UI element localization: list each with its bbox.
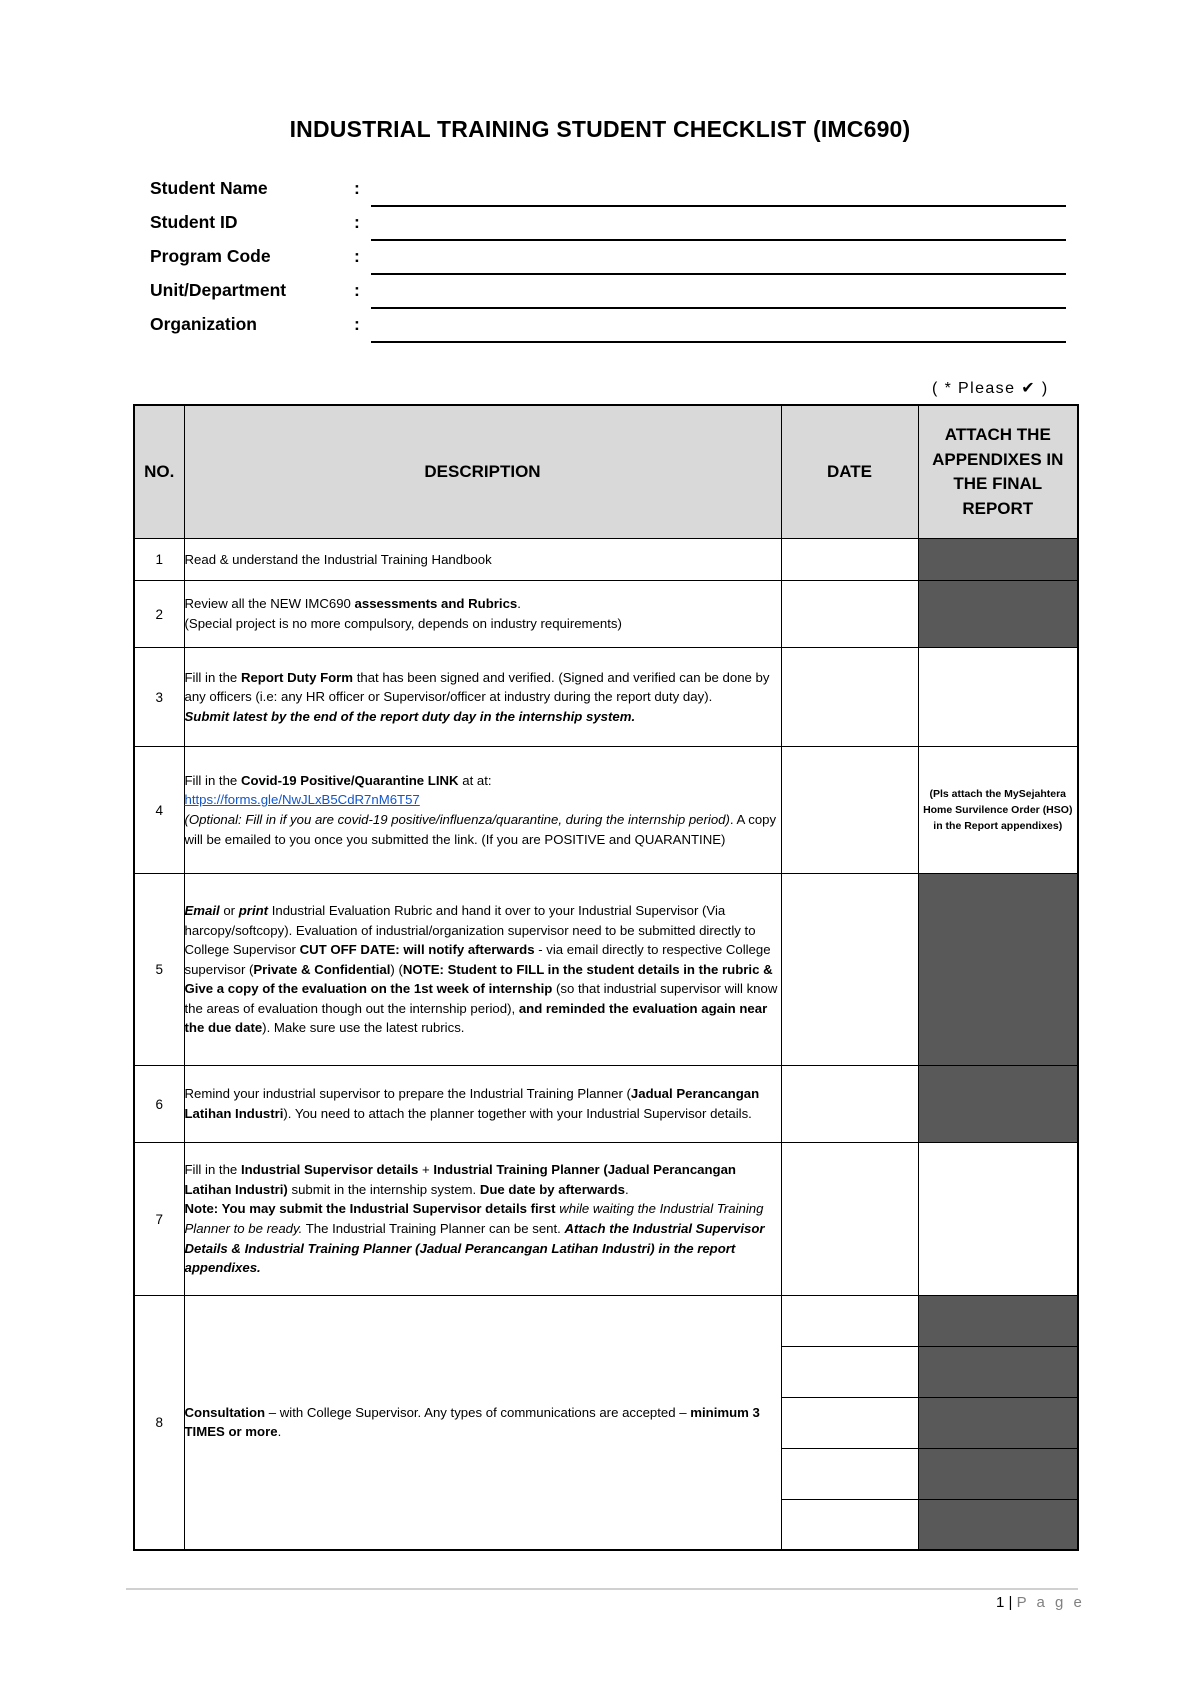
text-run-bold: assessments and Rubrics (354, 596, 518, 612)
student-id-row (150, 212, 1070, 242)
table-row (134, 1143, 1078, 1296)
attach-note-text: (Pls attach the MySejahtera Home Survilence Order (HSO) in the Report appendixes) (923, 788, 1073, 832)
program-code-label: Program Code (150, 246, 271, 266)
text-run: Industrial Evaluation Rubric and hand it over to your Industrial Supervisor (Via harcopy/softcopy). Evaluation of industrial/organization supervisor need to be submitted directly to College Supervisor (184, 902, 756, 958)
text-run-bold: Due date by afterwards (479, 1181, 625, 1197)
table-row (134, 1066, 1078, 1143)
text-run: The Industrial Training Planner can be sent. (302, 1221, 565, 1236)
text-run-italic: (Optional: Fill in if you are covid-19 positive/influenza/quarantine, during the internship period) (184, 812, 730, 827)
text-run-bold: Note: You may submit the Industrial Supervisor details first (184, 1201, 556, 1217)
date-cell[interactable] (781, 1143, 918, 1296)
text-run-bold: CUT OFF DATE: will notify afterwards (299, 942, 535, 958)
text-run-bold-italic: print (238, 902, 269, 918)
date-cell[interactable] (781, 648, 918, 747)
row-description (184, 648, 781, 747)
date-cell[interactable] (781, 539, 918, 581)
text-run-bold: Industrial Supervisor details (240, 1162, 419, 1178)
consultation-date-cell[interactable] (781, 1398, 918, 1449)
table-row (134, 581, 1078, 648)
student-id-field[interactable] (371, 239, 1066, 241)
date-cell[interactable] (781, 581, 918, 648)
attach-checkbox-cell[interactable] (918, 1143, 1078, 1296)
unit-department-row (150, 280, 1070, 310)
attach-cell-shaded (918, 1398, 1078, 1449)
text-run: . A copy will be emailed to you once you submitted the link. (If you are POSITIVE and QUARANTINE) (184, 812, 777, 847)
text-run: Fill in the (184, 1162, 241, 1178)
text-run: ). Make sure use the latest rubrics. (262, 1020, 465, 1036)
unit-department-label: Unit/Department (150, 280, 287, 300)
row-number: 3 (134, 648, 184, 747)
page-separator: | (1004, 1594, 1017, 1611)
program-code-field[interactable] (371, 273, 1066, 275)
header-no: NO. (134, 405, 184, 539)
row-number: 1 (134, 539, 184, 581)
text-run-bold: and reminded the evaluation again near the due date (184, 1000, 768, 1036)
header-attach-appendixes: ATTACH THE APPENDIXES IN THE FINAL REPORT (918, 405, 1078, 539)
table-row (134, 648, 1078, 747)
date-cell[interactable] (781, 874, 918, 1066)
text-run: . (517, 596, 521, 612)
program-code-row (150, 246, 1070, 276)
text-run: (Special project is no more compulsory, depends on industry requirements) (184, 616, 622, 631)
row-description (184, 1143, 781, 1296)
attach-note-cell[interactable] (918, 747, 1078, 874)
row-number: 6 (134, 1066, 184, 1143)
student-name-row (150, 178, 1070, 208)
unit-department-field[interactable] (371, 307, 1066, 309)
page-footer (996, 1594, 1085, 1611)
text-run: that has been signed and verified. (Signed and verified can be done by any officers (i.e: any HR officer or Supervisor/officer at industry during the report duty day). (184, 669, 770, 705)
field-colon: : (354, 246, 360, 266)
page-label: P a g e (1016, 1594, 1085, 1611)
text-run-bold: Jadual Perancangan Latihan Industri (184, 1086, 760, 1121)
text-run: submit in the internship system. (287, 1181, 480, 1197)
text-run: Remind your industrial supervisor to prepare the Industrial Training Planner ( (184, 1086, 631, 1102)
table-header-row (134, 405, 1078, 539)
text-run: . (277, 1424, 282, 1440)
text-run: or (219, 902, 239, 918)
covid-form-link[interactable]: https://forms.gle/NwJLxB5CdR7nM6T57 (184, 792, 420, 808)
row-number: 5 (134, 874, 184, 1066)
text-run: (so that industrial supervisor will know the areas of evaluation though out the internship period), (184, 981, 778, 1016)
row-description (184, 1296, 781, 1550)
organization-row (150, 314, 1070, 344)
text-run: Fill in the (184, 772, 241, 788)
text-run: - via email directly to respective College supervisor ( (184, 942, 771, 977)
text-run-bold-italic: Email (184, 902, 220, 918)
text-run-bold: Private & Confidential (253, 961, 391, 977)
row-description (184, 747, 781, 874)
organization-label: Organization (150, 314, 257, 334)
student-name-field[interactable] (371, 205, 1066, 207)
attach-cell-shaded (918, 539, 1078, 581)
text-run-bold-italic: Submit latest by the end of the report duty day in the internship system. (184, 708, 636, 724)
header-date: DATE (781, 405, 918, 539)
text-run-bold-italic: Attach the Industrial Supervisor Details & Industrial Training Planner (Jadual Perancangan Latihan Industri) in the report appendixes. (184, 1221, 765, 1276)
attach-cell-shaded (918, 581, 1078, 648)
student-id-label: Student ID (150, 212, 238, 232)
text-run-bold: Covid-19 Positive/Quarantine LINK (240, 772, 459, 788)
consultation-date-cell[interactable] (781, 1500, 918, 1550)
field-colon: : (354, 280, 360, 300)
consultation-date-cell[interactable] (781, 1449, 918, 1500)
attach-checkbox-cell[interactable] (918, 648, 1078, 747)
row-description: Read & understand the Industrial Training Handbook (184, 539, 781, 581)
checklist-table (133, 404, 1079, 1551)
text-run-bold: minimum 3 TIMES or more (184, 1404, 760, 1440)
row-description (184, 874, 781, 1066)
row-number: 4 (134, 747, 184, 874)
row-number: 2 (134, 581, 184, 648)
attach-cell-shaded (918, 1296, 1078, 1347)
table-row (134, 539, 1078, 581)
text-run: + (418, 1162, 434, 1178)
header-description: DESCRIPTION (184, 405, 781, 539)
text-run: Fill in the (184, 669, 241, 685)
text-run: – with College Supervisor. Any types of communications are accepted – (265, 1404, 691, 1420)
consultation-date-cell[interactable] (781, 1296, 918, 1347)
student-name-label: Student Name (150, 178, 268, 198)
page-number: 1 (996, 1594, 1005, 1611)
document-title: INDUSTRIAL TRAINING STUDENT CHECKLIST (IMC690) (289, 116, 911, 142)
field-colon: : (354, 314, 360, 334)
table-row (134, 874, 1078, 1066)
text-run-bold: NOTE: Student to FILL in the student details in the rubric & Give a copy of the evaluation on the 1st week of internship (184, 961, 773, 997)
table-row (134, 747, 1078, 874)
row-description (184, 1066, 781, 1143)
attach-cell-shaded (918, 1347, 1078, 1398)
organization-field[interactable] (371, 341, 1066, 343)
table-row (134, 1296, 1078, 1347)
field-colon: : (354, 178, 360, 198)
date-cell[interactable] (781, 1066, 918, 1143)
text-run-bold: Consultation (184, 1404, 266, 1420)
text-run-italic: while waiting the Industrial Training Planner to be ready. (184, 1201, 764, 1236)
text-run: Review all the NEW IMC690 (184, 596, 355, 612)
please-tick-note: ( * Please ✔ ) (932, 380, 1049, 397)
text-run: ). You need to attach the planner together with your Industrial Supervisor details. (283, 1106, 752, 1121)
footer-divider (126, 1588, 1078, 1590)
text-run-bold: Report Duty Form (240, 669, 354, 685)
row-number: 7 (134, 1143, 184, 1296)
attach-cell-shaded (918, 1066, 1078, 1143)
text-run: ) ( (390, 961, 403, 977)
text-run: at at: (458, 772, 492, 788)
consultation-date-cell[interactable] (781, 1347, 918, 1398)
row-number: 8 (134, 1296, 184, 1550)
attach-cell-shaded (918, 874, 1078, 1066)
attach-cell-shaded (918, 1500, 1078, 1550)
row-description (184, 581, 781, 648)
date-cell[interactable] (781, 747, 918, 874)
field-colon: : (354, 212, 360, 232)
attach-cell-shaded (918, 1449, 1078, 1500)
text-run: . (624, 1181, 629, 1197)
text-run-bold: Industrial Training Planner (Jadual Perancangan Latihan Industri) (184, 1162, 736, 1197)
